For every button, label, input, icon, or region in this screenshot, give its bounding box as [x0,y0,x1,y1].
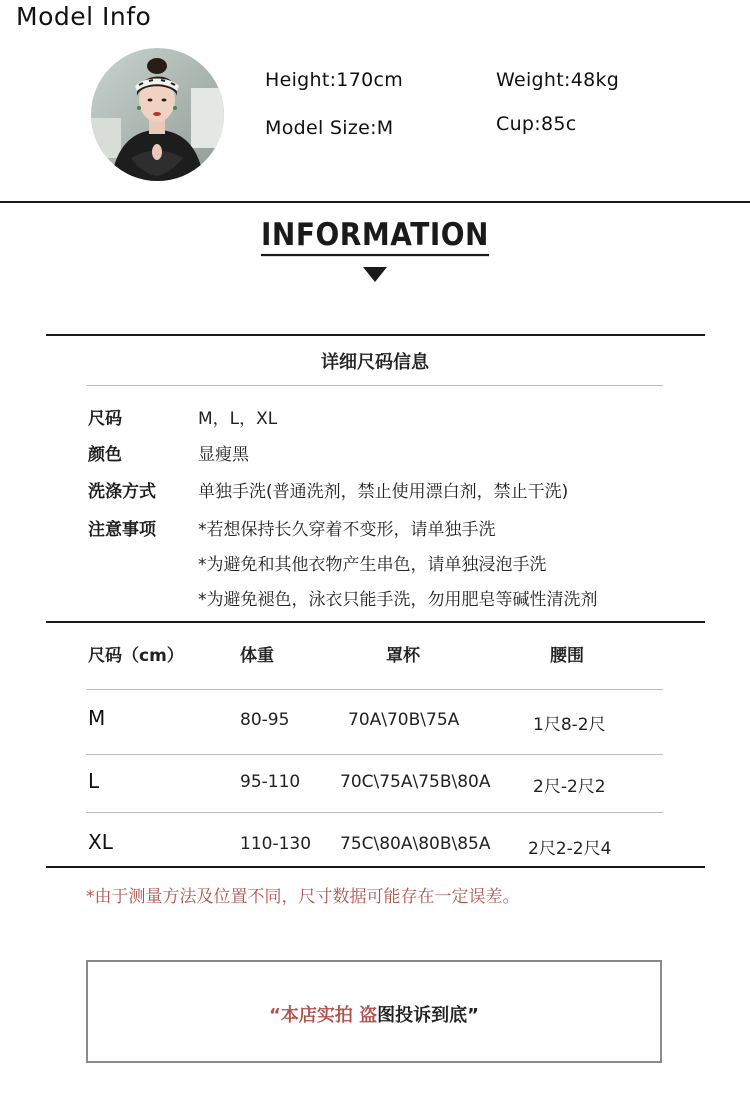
table-row-l-weight: 95-110 [240,772,301,792]
model-weight: Weight:48kg [496,69,620,91]
model-avatar [91,48,224,181]
detail-label-size: 尺码 [88,409,122,429]
detail-value-washing: 单独手洗(普通洗剂，禁止使用漂白剂，禁止干洗) [198,482,569,502]
table-header-cup: 罩杯 [386,646,420,666]
table-row-m-weight: 80-95 [240,710,290,730]
table-row-xl-cup: 75C\80A\80B\85A [340,834,491,854]
table-row-divider [86,689,663,690]
copyright-part-1: “本店实拍 盗 [269,1005,378,1026]
table-row-xl-weight: 110-130 [240,834,312,854]
information-heading [0,215,750,254]
detail-bottom-border [46,621,705,623]
table-row-xl-waist: 2尺2-2尺4 [528,839,612,859]
model-info-title: Model Info [16,2,152,31]
table-header-size: 尺码（cm） [88,646,184,666]
table-row-l-size: L [88,769,100,793]
copyright-notice [86,1001,662,1027]
detail-label-washing: 洗涤方式 [88,482,156,502]
table-row-l-cup: 70C\75A\75B\80A [340,772,491,792]
copyright-part-2: 图投诉到底” [377,1005,479,1026]
down-triangle-icon [363,267,387,282]
table-row-m-waist: 1尺8-2尺 [533,715,606,735]
detail-value-color: 显瘦黑 [198,445,249,465]
table-row-l-waist: 2尺-2尺2 [533,777,606,797]
detail-label-color: 颜色 [88,445,122,465]
information-heading-text: INFORMATION [261,216,489,256]
detail-top-border [46,334,705,336]
divider-top [0,201,750,203]
model-cup: Cup:85c [496,113,577,135]
table-row-divider [86,812,663,813]
model-size: Model Size:M [265,117,394,139]
measurement-note: *由于测量方法及位置不同，尺寸数据可能存在一定误差。 [86,887,520,907]
detail-value-note-2: *为避免和其他衣物产生串色，请单独浸泡手洗 [198,555,547,575]
detail-title-divider [86,385,663,386]
detail-value-note-3: *为避免褪色，泳衣只能手洗，勿用肥皂等碱性清洗剂 [198,590,598,610]
detail-title: 详细尺码信息 [321,352,429,373]
table-header-waist: 腰围 [550,646,584,666]
table-row-m-cup: 70A\70B\75A [348,710,460,730]
model-height: Height:170cm [265,69,404,91]
detail-value-note-1: *若想保持长久穿着不变形，请单独手洗 [198,520,496,540]
table-header-weight: 体重 [240,646,274,666]
table-row-m-size: M [88,706,106,730]
table-row-xl-size: XL [88,830,113,854]
detail-label-notes: 注意事项 [88,520,156,540]
table-bottom-border [46,866,705,868]
detail-value-size: M，L，XL [198,409,278,429]
table-row-divider [86,754,663,755]
